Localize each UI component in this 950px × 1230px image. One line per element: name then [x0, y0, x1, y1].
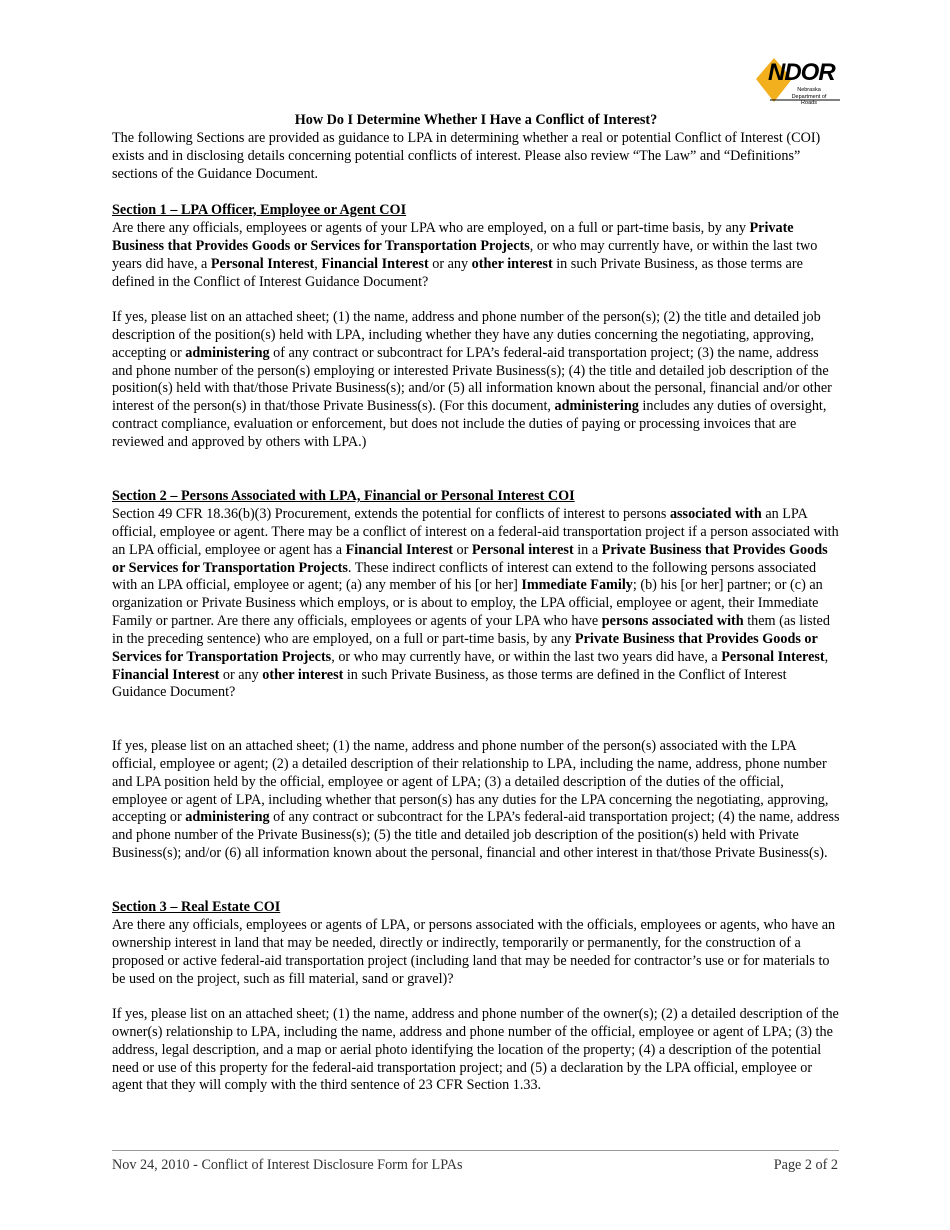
- logo-text: NDOR: [768, 59, 835, 86]
- section2-paragraph-1: [112, 506, 840, 702]
- section1-paragraph-2: [112, 309, 840, 452]
- logo-subtitle-line1: Nebraska: [797, 87, 821, 93]
- bold-term: other interest: [471, 255, 553, 272]
- text-run: ,: [314, 255, 322, 272]
- text-run: or any: [219, 666, 263, 683]
- text-run: , or who may currently have, or within the last two years did have, a: [331, 648, 722, 665]
- bold-term: Personal Interest: [210, 255, 315, 272]
- text-run: in such Private Business, as those terms are defined in the Conflict of Interest Guidance Document?: [112, 255, 803, 290]
- bold-term: Private Business that Provides Goods or Services for Transportation Projects: [112, 541, 828, 576]
- bold-term: persons associated with: [601, 613, 744, 630]
- bold-term: other interest: [262, 666, 344, 683]
- section1-paragraph-1: [112, 220, 840, 291]
- bold-term: Personal Interest: [721, 648, 825, 665]
- bold-term: associated with: [669, 506, 762, 522]
- text-run: includes any duties of oversight, contract compliance, evaluation or enforcement, but does not include the duties of paying or processing invoices that are reviewed and approved by others with LPA.): [112, 398, 827, 450]
- text-run: , or who may currently have, or within the last two years did have, a: [112, 237, 818, 272]
- section3-paragraph-1: [112, 917, 840, 988]
- text-run: . These indirect conflicts of interest can extend to the following persons associated with an LPA official, employee or agent; (a) any member of his [or her]: [112, 559, 817, 594]
- section1-heading: Section 1 – LPA Officer, Employee or Agent COI: [112, 202, 407, 218]
- text-run: of any contract or subcontract for the LPA’s federal-aid transportation project; (4) the name, address and phone number of the Private Business(s); (5) the title and detailed job description of the position(s) held with Private Business(s); and/or (6) all information known about the personal, financial and other interest in that/those Private Business(s).: [112, 809, 840, 862]
- text-run: If yes, please list on an attached sheet; (1) the name, address and phone number of the person(s); (2) the title and detailed job description of the position(s) held with LPA, including whether they have any duties concerning the negotiating, approving, accepting or: [112, 309, 821, 361]
- page-title: How Do I Determine Whether I Have a Conflict of Interest?: [294, 112, 658, 128]
- bold-term: administering: [185, 344, 270, 361]
- text-run: in a: [573, 541, 602, 558]
- bold-term: Immediate Family: [521, 577, 633, 594]
- bold-term: Personal interest: [471, 541, 574, 558]
- section3-heading: Section 3 – Real Estate COI: [112, 899, 281, 915]
- text-run: Are there any officials, employees or agents of LPA, or persons associated with the officials, employees or agents, who have an ownership interest in land that may be needed, directly or indirectly, temporarily or permanently, for the construction of a proposed or active federal-aid transportation project (including land that may be needed for contractor’s use or for materials to be used on the project, such as fill material, sand or gravel)?: [112, 917, 836, 987]
- bold-term: administering: [554, 398, 639, 415]
- text-run: an LPA official, employee or agent. There may be a conflict of interest on a federal-aid transportation project if a person associated with an LPA official, employee or agent has a: [112, 506, 839, 558]
- bold-term: Financial Interest: [112, 666, 220, 683]
- text-run: If yes, please list on an attached sheet; (1) the name, address and phone number of the owner(s); (2) a detailed description of the owner(s) relationship to LPA, including the name, address and phone number of the official, employee or agent of LPA; (3) the address, legal description, and a map or aerial photo identifying the location of the property; (4) a description of the potential need or use of this property for the federal-aid transportation project; and (5) a declaration by the LPA official, employee or agent that they will comply with the third sentence of 23 CFR Section 1.33.: [112, 1006, 839, 1094]
- text-run: in such Private Business, as those terms are defined in the Conflict of Interest Guidance Document?: [112, 666, 787, 701]
- section2-paragraph-2: [112, 738, 840, 863]
- text-run: or any: [428, 255, 472, 272]
- bold-term: Private Business that Provides Goods or Services for Transportation Projects: [112, 220, 794, 254]
- text-run: If yes, please list on an attached sheet; (1) the name, address and phone number of the person(s) associated with the LPA official, employee or agent; (2) a detailed description of their relationship to LPA, including the name, address, phone number and LPA position held by the official, employee or agent of LPA; (3) a detailed description of the duties of the official, employee or agent of LPA, including whether that person(s) has any duties for the LPA concerning the negotiating, approving, accepting or: [112, 738, 829, 826]
- footer-divider: [112, 1150, 839, 1151]
- text-run: or: [452, 541, 472, 558]
- logo-subtitle-line2: Department of Roads: [791, 93, 827, 106]
- bold-term: Financial Interest: [321, 255, 429, 272]
- text-run: ,: [824, 648, 829, 665]
- bold-term: Private Business that Provides Goods or Services for Transportation Projects: [112, 630, 818, 665]
- logo-subtitle: [783, 87, 835, 107]
- bold-term: Financial Interest: [345, 541, 453, 558]
- footer-document-info: Nov 24, 2010 - Conflict of Interest Disclosure Form for LPAs: [112, 1157, 463, 1173]
- text-run: of any contract or subcontract for LPA’s federal-aid transportation project; (3) the name, address and phone number of the person(s) employing or interested Private Business(s); (4) the title and detailed job description of the position(s) held with that/those Private Business(s); and/or (5) all information known about the personal, financial and/or other interest of the person(s) in that/those Private Business(s). (For this document,: [112, 344, 832, 415]
- text-run: ; (b) his [or her] partner; or (c) an organization or Private Business which employs, or is about to employ, the LPA official, employee or agent, their Immediate Family or partner. Are there any officials, employees or agents of your LPA who have: [112, 577, 823, 630]
- text-run: Section 49 CFR 18.36(b)(3) Procurement, extends the potential for conflicts of interest to persons: [112, 506, 670, 522]
- text-run: Are there any officials, employees or agents of your LPA who are employed, on a full or part-time basis, by any: [112, 220, 750, 236]
- section3-paragraph-2: [112, 1006, 840, 1095]
- bold-term: administering: [185, 809, 270, 826]
- section2-heading: Section 2 – Persons Associated with LPA, Financial or Personal Interest COI: [112, 488, 575, 504]
- footer-page-number: Page 2 of 2: [773, 1157, 838, 1173]
- text-run: them (as listed in the preceding sentence) who are employed, on a full or part-time basis, by any: [112, 613, 830, 647]
- intro-paragraph: The following Sections are provided as guidance to LPA in determining whether a real or potential Conflict of Interest (COI) exists and in disclosing details concerning potential conflicts of interest. Please also review “The Law” and “Definitions” sections of the Guidance Document.: [112, 130, 821, 182]
